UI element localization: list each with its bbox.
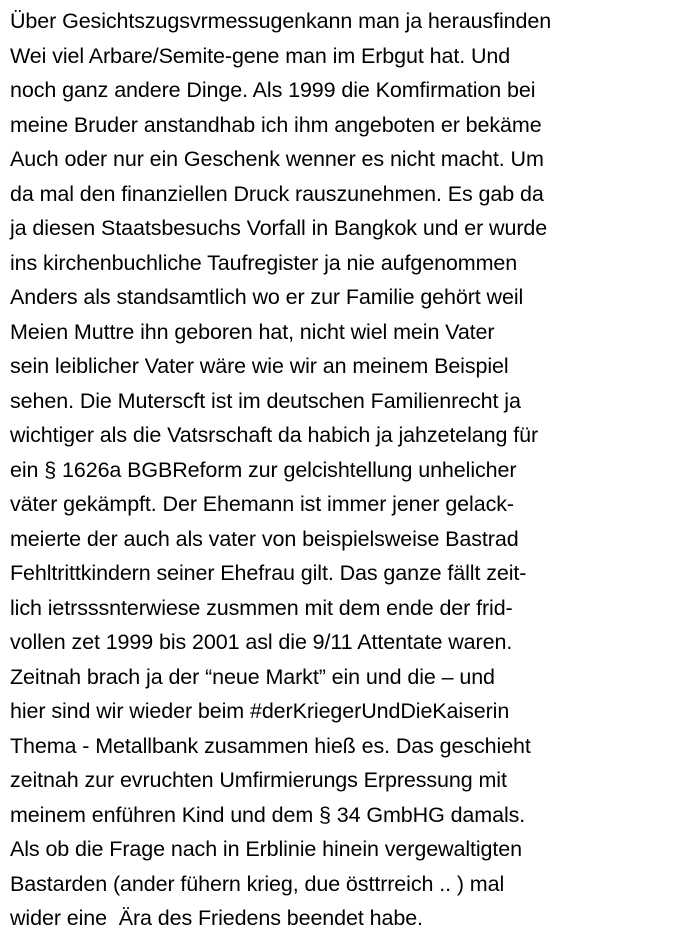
text-line: Meien Muttre ihn geboren hat, nicht wiel mein Vater <box>10 319 495 344</box>
document-page <box>10 4 682 936</box>
text-line: ja diesen Staatsbesuchs Vorfall in Bangkok und er wurde <box>10 216 548 240</box>
text-line: noch ganz andere Dinge. Als 1999 die Komfirmation bei <box>10 78 536 102</box>
text-line: Über Gesichtszugsvrmessugenkann man ja herausfinden <box>10 9 552 33</box>
text-line: Fehltrittkindern seiner Ehefrau gilt. Das ganze fällt zeit- <box>10 561 527 585</box>
text-line: meine Bruder anstandhab ich ihm angeboten er bekäme <box>10 112 542 137</box>
text-line: ins kirchenbuchliche Taufregister ja nie aufgenommen <box>10 250 518 275</box>
text-line: ein § 1626a BGBReform zur gelcishtellung unhelicher <box>10 457 517 482</box>
text-line: hier sind wir wieder beim #derKriegerUndDieKaiserin <box>10 699 510 723</box>
text-line: meinem enführen Kind und dem § 34 GmbHG damals. <box>10 802 526 827</box>
text-line: Als ob die Frage nach in Erblinie hinein vergewaltigten <box>10 837 523 861</box>
text-line: vollen zet 1999 bis 2001 asl die 9/11 Attentate waren. <box>10 630 513 654</box>
text-line: da mal den finanziellen Druck rauszunehmen. Es gab da <box>10 181 544 206</box>
text-line: zeitnah zur evruchten Umfirmierungs Erpressung mit <box>10 768 507 792</box>
text-line: lich ietrsssnterwiese zusmmen mit dem ende der frid- <box>10 595 513 620</box>
text-line: Thema - Metallbank zusammen hieß es. Das geschieht <box>10 733 531 758</box>
text-line: sehen. Die Muterscft ist im deutschen Familienrecht ja <box>10 388 521 413</box>
text-line: wider eine Ära des Friedens beendet habe. <box>10 906 423 930</box>
text-line: sein leiblicher Vater wäre wie wir an meinem Beispiel <box>10 354 509 378</box>
text-line: Zeitnah brach ja der “neue Markt” ein und die – und <box>10 664 495 689</box>
text-line: väter gekämpft. Der Ehemann ist immer jener gelack- <box>10 492 514 516</box>
text-line: Auch oder nur ein Geschenk wenner es nicht macht. Um <box>10 147 544 171</box>
text-line: wichtiger als die Vatsrschaft da habich ja jahzetelang für <box>10 423 539 447</box>
text-line: Wei viel Arbare/Semite-gene man im Erbgut hat. Und <box>10 43 511 68</box>
text-line: meierte der auch als vater von beispielsweise Bastrad <box>10 526 519 551</box>
text-line: Bastarden (ander fühern krieg, due östtrreich .. ) mal <box>10 871 505 896</box>
text-line: Anders als standsamtlich wo er zur Familie gehört weil <box>10 285 524 309</box>
